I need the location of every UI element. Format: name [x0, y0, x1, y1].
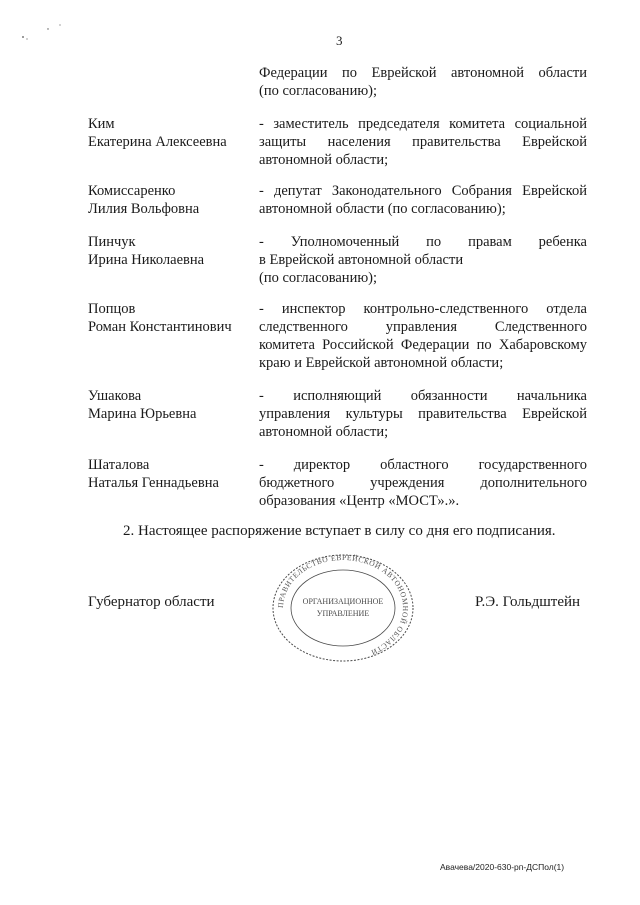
- role-line: в Еврейской автономной области: [259, 252, 464, 268]
- member-name: [88, 115, 258, 151]
- continuation-line: (по согласованию);: [259, 83, 378, 99]
- role-line: образования «Центр «МОСТ».».: [259, 493, 460, 509]
- member-role: [259, 387, 587, 441]
- member-surname: Попцов: [88, 301, 136, 317]
- member-entry: [88, 300, 588, 371]
- role-line: автономной области (по согласованию);: [259, 201, 506, 217]
- member-role: [259, 233, 587, 287]
- member-surname: Комиссаренко: [88, 183, 176, 199]
- member-role: [259, 182, 587, 218]
- role-line: - исполняющий обязанности начальника: [259, 388, 587, 404]
- clause-2: 2. Настоящее распоряжение вступает в силу со дня его подписания.: [123, 523, 556, 539]
- role-line: - Уполномоченный по правам ребенка: [259, 234, 587, 250]
- member-given-names: Марина Юрьевна: [88, 406, 197, 422]
- member-given-names: Роман Константинович: [88, 319, 232, 335]
- role-line: комитета Российской Федерации по Хабаровскому: [259, 337, 587, 353]
- role-line: автономной области;: [259, 152, 389, 168]
- role-line: защиты населения правительства Еврейской: [259, 134, 587, 150]
- member-name: [88, 300, 258, 336]
- member-role: [259, 456, 587, 510]
- official-stamp: [268, 552, 418, 664]
- continuation-line: Федерации по Еврейской автономной области: [259, 65, 587, 81]
- member-name: [88, 387, 258, 423]
- member-role: [259, 115, 587, 169]
- member-surname: Шаталова: [88, 457, 150, 473]
- member-entry: [88, 456, 588, 516]
- signatory-title: Губернатор области: [88, 594, 215, 610]
- role-line: краю и Еврейской автономной области;: [259, 355, 504, 371]
- role-line: управления культуры правительства Еврейской: [259, 406, 587, 422]
- member-surname: Ушакова: [88, 388, 142, 404]
- role-line: - директор областного государственного: [259, 457, 587, 473]
- member-given-names: Екатерина Алексеевна: [88, 134, 227, 150]
- role-line: - заместитель председателя комитета социальной: [259, 116, 587, 132]
- member-entry: [88, 115, 588, 175]
- stamp-ring-text: ПРАВИТЕЛЬСТВО ЕВРЕЙСКОЙ АВТОНОМНОЙ ОБЛАСТИ: [275, 552, 411, 658]
- role-line: следственного управления Следственного: [259, 319, 587, 335]
- stamp-text-line-1: ОРГАНИЗАЦИОННОЕ: [302, 597, 384, 606]
- role-line: автономной области;: [259, 424, 389, 440]
- member-given-names: Наталья Геннадьевна: [88, 475, 219, 491]
- member-surname: Ким: [88, 116, 115, 132]
- continuation-text: [259, 64, 587, 100]
- member-name: [88, 182, 258, 218]
- stamp-text-line-2: УПРАВЛЕНИЕ: [316, 609, 370, 618]
- member-surname: Пинчук: [88, 234, 136, 250]
- member-entry: [88, 233, 588, 293]
- member-name: [88, 233, 258, 269]
- role-line: - депутат Законодательного Собрания Еврейской: [259, 183, 587, 199]
- member-entry: [88, 387, 588, 447]
- member-given-names: Лилия Вольфовна: [88, 201, 200, 217]
- role-line: бюджетного учреждения дополнительного: [259, 475, 587, 491]
- page-number: 3: [336, 33, 343, 48]
- member-role: [259, 300, 587, 372]
- document-reference: Авачева/2020-630-рп-ДСПол(1): [440, 862, 565, 872]
- scan-specks: [20, 22, 70, 42]
- role-line: (по согласованию);: [259, 270, 378, 286]
- member-given-names: Ирина Николаевна: [88, 252, 205, 268]
- signatory-name: Р.Э. Гольдштейн: [475, 594, 581, 610]
- member-name: [88, 456, 258, 492]
- role-line: - инспектор контрольно-следственного отдела: [259, 301, 587, 317]
